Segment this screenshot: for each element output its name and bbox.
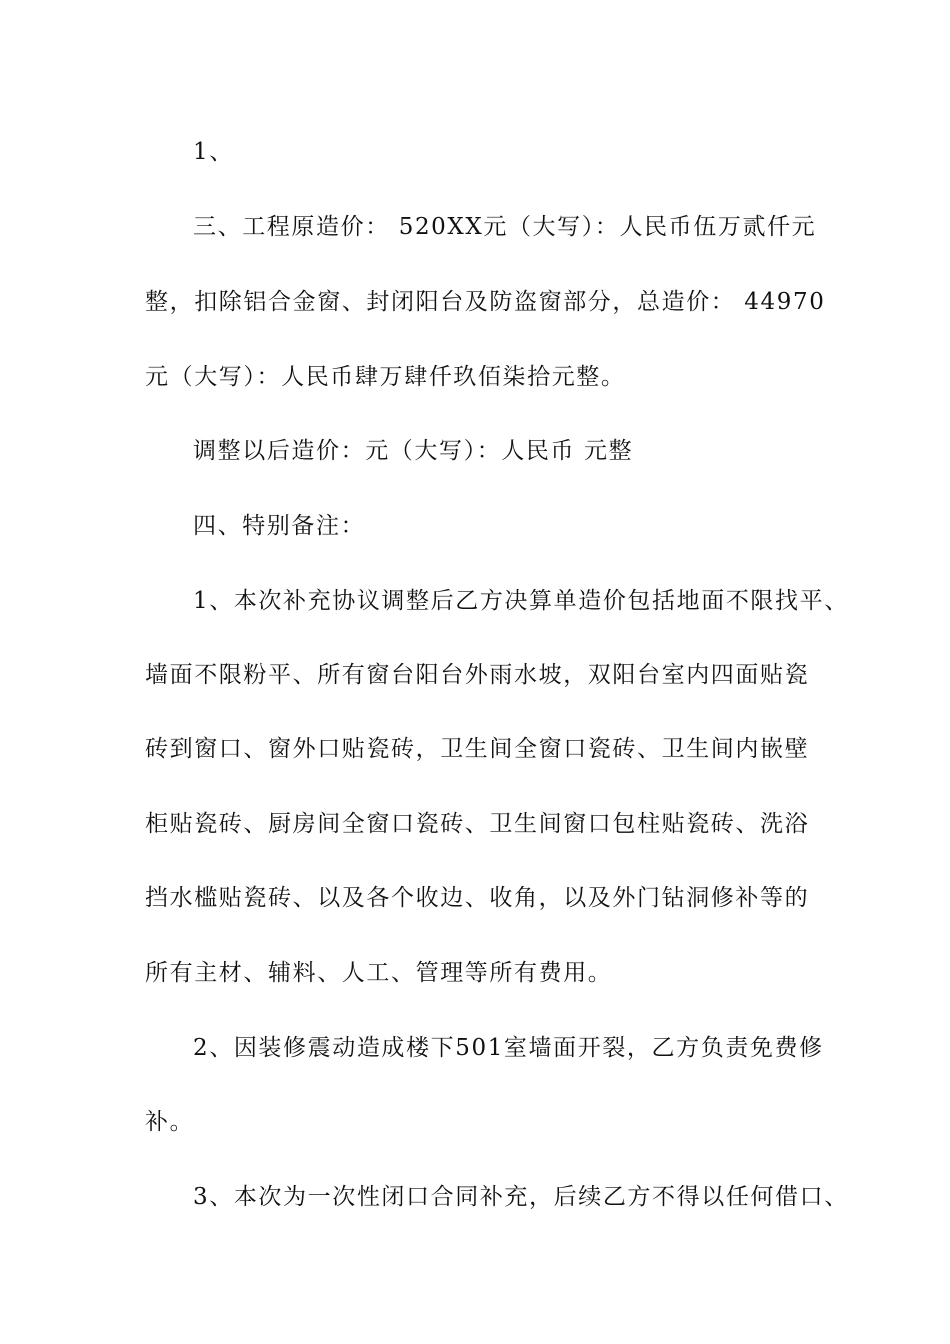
note-1-line-5: 挡水槛贴瓷砖、以及各个收边、收角，以及外门钻洞修补等的 xyxy=(145,885,810,911)
section-3-line-3: 元（大写）：人民币肆万肆仟玖佰柒拾元整。 xyxy=(145,364,626,390)
section-3-heading-line: 三、工程原造价： 520XX元（大写）：人民币伍万贰仟元 xyxy=(193,214,817,240)
item-number-1: 1、 xyxy=(193,139,234,165)
section-3-line-2: 整，扣除铝合金窗、封闭阳台及防盗窗部分，总造价： 44970 xyxy=(145,289,826,315)
note-2-line-2: 补。 xyxy=(145,1109,195,1135)
note-1-line-6: 所有主材、辅料、人工、管理等所有费用。 xyxy=(145,960,613,986)
note-3-line-1: 3、本次为一次性闭口合同补充，后续乙方不得以任何借口、 xyxy=(193,1184,849,1210)
note-1-line-3: 砖到窗口、窗外口贴瓷砖，卫生间全窗口瓷砖、卫生间内嵌壁 xyxy=(145,736,810,762)
note-2-line-1: 2、因装修震动造成楼下501室墙面开裂，乙方负责免费修 xyxy=(193,1035,824,1061)
adjusted-price-line: 调整以后造价：元（大写）：人民币 元整 xyxy=(193,438,634,464)
note-1-line-1: 1、本次补充协议调整后乙方决算单造价包括地面不限找平、 xyxy=(193,588,849,614)
note-1-line-2: 墙面不限粉平、所有窗台阳台外雨水坡，双阳台室内四面贴瓷 xyxy=(145,662,810,688)
section-4-heading: 四、特别备注： xyxy=(193,513,366,539)
note-1-line-4: 柜贴瓷砖、厨房间全窗口瓷砖、卫生间窗口包柱贴瓷砖、洗浴 xyxy=(145,811,810,837)
